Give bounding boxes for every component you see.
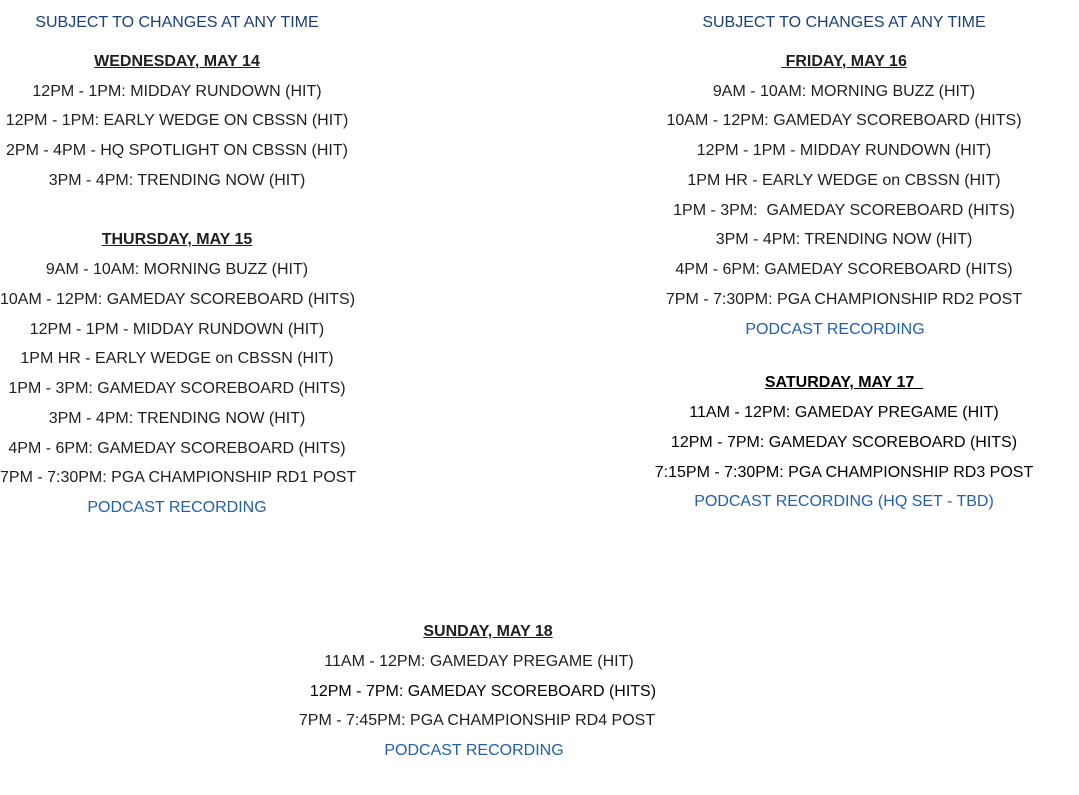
podcast-note: PODCAST RECORDING [745,320,925,338]
schedule-item: 2PM - 4PM - HQ SPOTLIGHT ON CBSSN (HIT) [6,142,348,159]
day-heading: SUNDAY, MAY 18 [423,623,553,640]
schedule-item: 1PM HR - EARLY WEDGE on CBSSN (HIT) [687,171,1001,189]
day-wednesday [0,47,354,196]
podcast-note: PODCAST RECORDING [87,499,267,516]
schedule-item: 7:15PM - 7:30PM: PGA CHAMPIONSHIP RD3 POST [654,463,1034,481]
right-schedule-column [640,8,1048,517]
schedule-item: 12PM - 1PM: EARLY WEDGE ON CBSSN (HIT) [5,112,349,130]
schedule-item: 12PM - 7PM: GAMEDAY SCOREBOARD (HITS) [670,433,1018,451]
schedule-item: 12PM - 1PM - MIDDAY RUNDOWN (HIT) [696,142,992,159]
day-friday [640,47,1048,345]
schedule-item: 12PM - 1PM: MIDDAY RUNDOWN (HIT) [32,82,322,100]
day-heading: WEDNESDAY, MAY 14 [94,52,260,70]
podcast-note: PODCAST RECORDING (HQ SET - TBD) [694,493,994,511]
schedule-item: 10AM - 12PM: GAMEDAY SCOREBOARD (HITS) [0,290,356,308]
schedule-item: 7PM - 7:30PM: PGA CHAMPIONSHIP RD2 POST [665,290,1023,308]
day-heading: FRIDAY, MAY 16 [781,52,907,70]
schedule-item: 12PM - 7PM: GAMEDAY SCOREBOARD (HITS) [309,682,657,700]
schedule-item: 3PM - 4PM: TRENDING NOW (HIT) [48,171,306,189]
schedule-item: 3PM - 4PM: TRENDING NOW (HIT) [715,231,973,249]
schedule-item: 9AM - 10AM: MORNING BUZZ (HIT) [712,82,976,100]
schedule-item: 12PM - 1PM - MIDDAY RUNDOWN (HIT) [29,320,325,338]
day-saturday [640,368,1048,517]
schedule-item: 7PM - 7:30PM: PGA CHAMPIONSHIP RD1 POST [0,469,357,487]
day-heading: THURSDAY, MAY 15 [101,231,253,249]
left-schedule-column [0,8,357,523]
schedule-item: 7PM - 7:45PM: PGA CHAMPIONSHIP RD4 POST [298,712,656,730]
schedule-item: 1PM - 3PM: GAMEDAY SCOREBOARD (HITS) [673,201,1015,219]
schedule-item: 3PM - 4PM: TRENDING NOW (HIT) [48,409,306,427]
schedule-item: 9AM - 10AM: MORNING BUZZ (HIT) [45,261,309,278]
schedule-item: 10AM - 12PM: GAMEDAY SCOREBOARD (HITS) [666,112,1022,130]
schedule-item: 1PM - 3PM: GAMEDAY SCOREBOARD (HITS) [8,380,346,397]
schedule-item: 11AM - 12PM: GAMEDAY PREGAME (HIT) [689,404,999,421]
day-thursday [0,225,357,523]
schedule-item: 11AM - 12PM: GAMEDAY PREGAME (HIT) [324,652,634,670]
podcast-note: PODCAST RECORDING [384,742,564,759]
schedule-item: 4PM - 6PM: GAMEDAY SCOREBOARD (HITS) [675,261,1013,278]
schedule-item: 4PM - 6PM: GAMEDAY SCOREBOARD (HITS) [8,439,346,457]
day-heading: SATURDAY, MAY 17 [764,374,924,392]
schedule-item: 1PM HR - EARLY WEDGE on CBSSN (HIT) [20,350,334,368]
day-sunday [290,617,670,766]
right-notice: SUBJECT TO CHANGES AT ANY TIME [702,14,986,31]
bottom-schedule-column [290,617,670,766]
left-notice: SUBJECT TO CHANGES AT ANY TIME [35,14,319,31]
